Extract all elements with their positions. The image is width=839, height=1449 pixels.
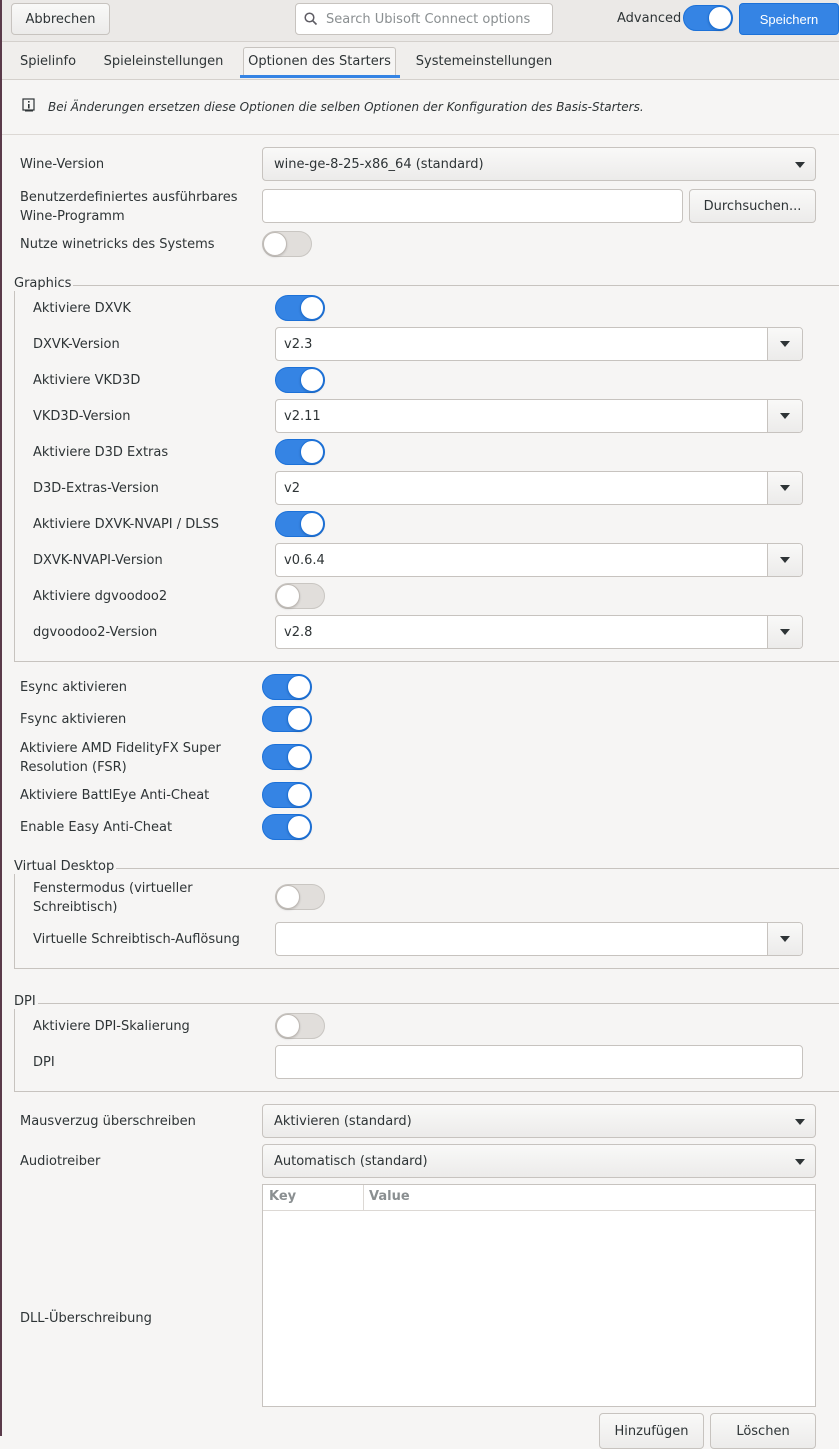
info-icon [22,98,36,112]
esync-toggle[interactable] [262,674,312,700]
chevron-down-icon[interactable] [768,328,802,360]
dxvk-toggle[interactable] [275,295,325,321]
search-icon [304,12,318,26]
window-mode-label-line1: Fenstermodus (virtueller [33,881,193,896]
d3d-extras-version-label: D3D-Extras-Version [33,481,159,496]
d3d-extras-version-value: v2 [284,480,300,496]
vkd3d-label: Aktiviere VKD3D [33,373,141,388]
dll-override-table[interactable] [262,1184,816,1407]
key-column-header[interactable]: Key [269,1189,297,1204]
eac-toggle[interactable] [262,814,312,840]
search-input[interactable] [295,3,553,35]
custom-wine-input[interactable] [262,189,683,223]
chevron-down-icon [795,162,805,168]
mouse-warp-select[interactable] [262,1104,816,1138]
wine-version-select[interactable] [262,147,816,181]
chevron-down-icon [795,1119,805,1125]
dgvoodoo-toggle[interactable] [275,583,325,609]
dpi-input[interactable] [275,1045,803,1079]
d3d-extras-version-combo[interactable] [275,471,803,505]
fsr-label-line2: Resolution (FSR) [20,760,127,775]
dxvk-version-combo[interactable] [275,327,803,361]
audio-driver-label: Audiotreiber [20,1154,101,1169]
mouse-warp-label: Mausverzug überschreiben [20,1114,196,1129]
battleye-toggle[interactable] [262,782,312,808]
chevron-down-icon[interactable] [768,472,802,504]
fsync-toggle[interactable] [262,706,312,732]
dpi-label: DPI [33,1055,55,1070]
d3d-extras-label: Aktiviere D3D Extras [33,445,169,460]
tab-systemeinstellungen[interactable]: Systemeinstellungen [415,53,553,69]
winetricks-label: Nutze winetricks des Systems [20,237,215,252]
nvapi-toggle[interactable] [275,511,325,537]
vd-resolution-combo[interactable] [275,922,803,956]
dxvk-version-label: DXVK-Version [33,337,120,352]
advanced-label: Advanced [617,11,682,26]
chevron-down-icon [795,1159,805,1165]
dll-override-label: DLL-Überschreibung [20,1311,152,1326]
dgvoodoo-version-label: dgvoodoo2-Version [33,625,158,640]
window-mode-label-line2: Schreibtisch) [33,900,118,915]
table-header [263,1185,815,1211]
dgvoodoo-version-value: v2.8 [284,624,313,640]
nvapi-version-value: v0.6.4 [284,552,325,568]
winetricks-toggle[interactable] [262,231,312,257]
add-button[interactable]: Hinzufügen [599,1413,704,1449]
wine-version-label: Wine-Version [20,157,105,172]
chevron-down-icon[interactable] [768,923,802,955]
nvapi-version-combo[interactable] [275,543,803,577]
dxvk-label: Aktiviere DXVK [33,301,131,316]
audio-driver-value: Automatisch (standard) [274,1153,428,1169]
active-tab-indicator [240,75,400,78]
vkd3d-version-value: v2.11 [284,408,321,424]
value-column-header[interactable]: Value [369,1189,410,1204]
window-mode-toggle[interactable] [275,884,325,910]
info-text: Bei Änderungen ersetzen diese Optionen die selben Optionen der Konfiguration des Basis-Starters. [48,100,644,114]
battleye-label: Aktiviere BattlEye Anti-Cheat [20,788,210,803]
audio-driver-select[interactable] [262,1144,816,1178]
mouse-warp-value: Aktivieren (standard) [274,1113,412,1129]
tab-spieleinstellungen[interactable]: Spieleinstellungen [103,53,224,69]
tab-optionen-des-starters[interactable]: Optionen des Starters [243,47,396,75]
save-button[interactable]: Speichern [739,3,839,35]
eac-label: Enable Easy Anti-Cheat [20,820,173,835]
vd-resolution-label: Virtuelle Schreibtisch-Auflösung [33,932,240,947]
search-placeholder: Search Ubisoft Connect options [326,11,531,27]
browse-button[interactable]: Durchsuchen... [689,189,816,223]
dpi-frame-title: DPI [14,994,36,1009]
nvapi-label: Aktiviere DXVK-NVAPI / DLSS [33,517,220,532]
dgvoodoo-version-combo[interactable] [275,615,803,649]
advanced-toggle[interactable] [683,5,733,31]
tab-spielinfo[interactable]: Spielinfo [19,53,77,69]
fsync-label: Fsync aktivieren [20,712,127,727]
vkd3d-version-combo[interactable] [275,399,803,433]
fsr-toggle[interactable] [262,744,312,770]
esync-label: Esync aktivieren [20,680,128,695]
delete-button[interactable]: Löschen [710,1413,816,1449]
window-edge [0,0,2,1436]
custom-wine-label-line2: Wine-Programm [20,209,125,224]
chevron-down-icon[interactable] [768,616,802,648]
cancel-button[interactable]: Abbrechen [11,3,110,35]
custom-wine-label-line1: Benutzerdefiniertes ausführbares [20,190,238,205]
vkd3d-version-label: VKD3D-Version [33,409,131,424]
wine-version-value: wine-ge-8-25-x86_64 (standard) [274,156,484,172]
nvapi-version-label: DXVK-NVAPI-Version [33,553,163,568]
vkd3d-toggle[interactable] [275,367,325,393]
chevron-down-icon[interactable] [768,544,802,576]
fsr-label-line1: Aktiviere AMD FidelityFX Super [20,741,221,756]
dgvoodoo-label: Aktiviere dgvoodoo2 [33,589,168,604]
graphics-frame-title: Graphics [14,276,72,291]
chevron-down-icon[interactable] [768,400,802,432]
virtual-desktop-frame-title: Virtual Desktop [14,859,115,874]
dpi-scaling-toggle[interactable] [275,1013,325,1039]
d3d-extras-toggle[interactable] [275,439,325,465]
dxvk-version-value: v2.3 [284,336,313,352]
dpi-scaling-label: Aktiviere DPI-Skalierung [33,1019,190,1034]
